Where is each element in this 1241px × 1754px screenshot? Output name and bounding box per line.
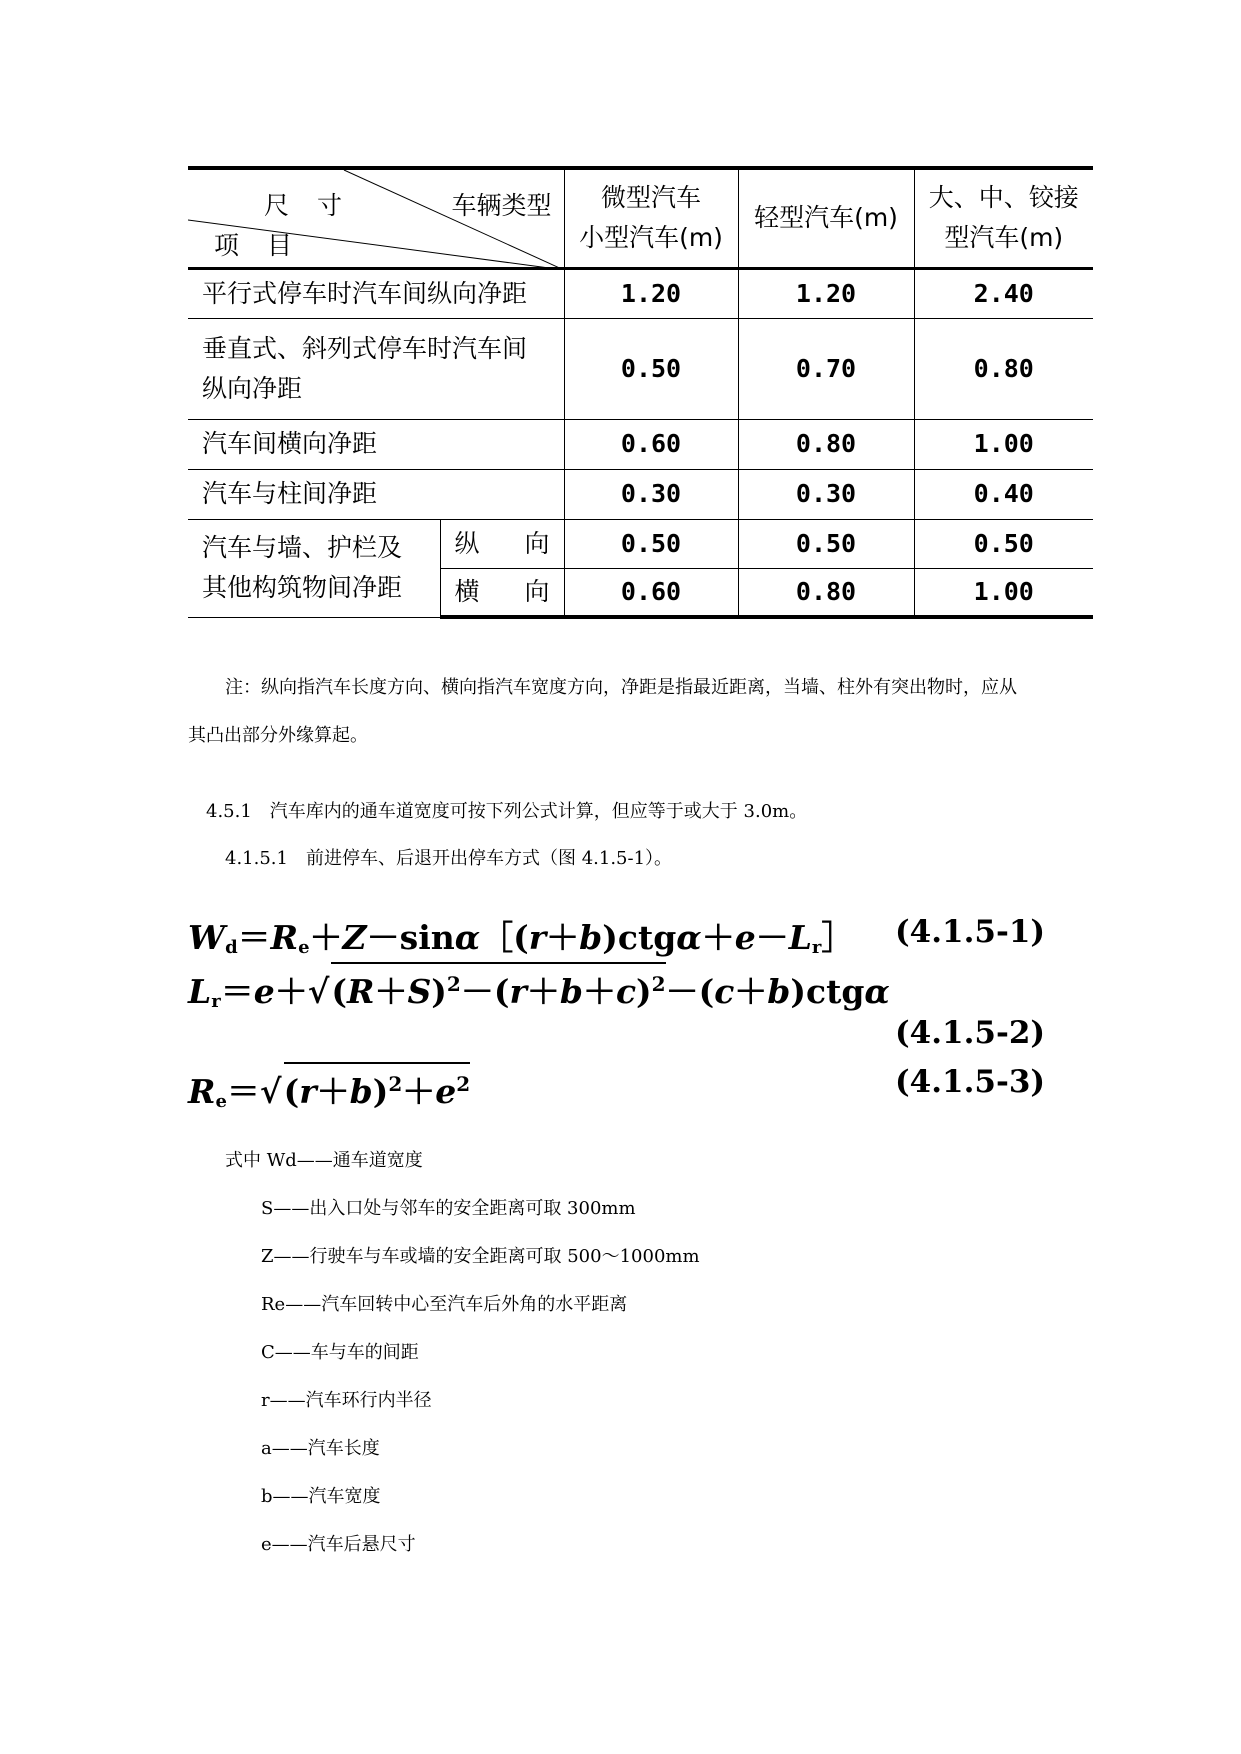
cell-value: 1.00 <box>914 568 1093 617</box>
cell-value: 0.50 <box>914 519 1093 568</box>
sub-label-char: 横 <box>454 576 480 606</box>
equation-number-1: (4.1.5-1) <box>895 914 1046 950</box>
sub-label-char: 向 <box>524 528 550 558</box>
cell-value: 0.80 <box>914 318 1093 419</box>
cell-value: 0.50 <box>564 519 738 568</box>
cell-value: 0.30 <box>564 469 738 519</box>
cell-value: 2.40 <box>914 268 1093 318</box>
cell-value: 0.50 <box>738 519 914 568</box>
cell-value: 0.30 <box>738 469 914 519</box>
cell-value: 0.80 <box>738 568 914 617</box>
cell-value: 0.60 <box>564 568 738 617</box>
cell-value: 0.70 <box>738 318 914 419</box>
row-label: 汽车间横向净距 <box>188 419 564 469</box>
header-col-mini-line2: 小型汽车(m) <box>579 223 723 253</box>
header-size-label: 尺寸 <box>264 191 371 220</box>
legend-item: b——汽车宽度 <box>261 1486 381 1507</box>
cell-value: 1.00 <box>914 419 1093 469</box>
formula-lr: $L_r=e+√(R+S)^2-(r+b+c)^2-(c+b)ctg\alpha$ <box>188 962 890 1013</box>
diagonal-header-cell <box>188 168 564 268</box>
formula-re: $R_e=√(r+b)^2+e^2$ <box>188 1062 470 1113</box>
cell-value: 1.20 <box>738 268 914 318</box>
variable-legend <box>225 1147 700 1579</box>
section-4-1-5-1: 4.1.5.1 前进停车、后退开出停车方式（图 4.1.5-1）。 <box>225 848 673 869</box>
header-col-large <box>914 168 1093 268</box>
legend-item: 式中 Wd——通车道宽度 <box>225 1150 423 1171</box>
sub-label-char: 纵 <box>454 528 480 558</box>
row-label: 汽车与墙、护栏及其他构筑物间净距 <box>188 519 440 617</box>
formula-wd: $W_d=R_e+Z-\sin\alpha[(r+b)ctg\alpha+e-L_r]$ <box>188 918 855 958</box>
legend-item: a——汽车长度 <box>261 1438 380 1459</box>
row-label: 垂直式、斜列式停车时汽车间纵向净距 <box>188 318 564 419</box>
table-row <box>188 519 1093 568</box>
equation-number-2: (4.1.5-2) <box>895 1015 1046 1051</box>
row-label: 平行式停车时汽车间纵向净距 <box>188 268 564 318</box>
header-col-mini <box>564 168 738 268</box>
header-item-label: 项目 <box>214 231 321 260</box>
note-line-2: 其凸出部分外缘算起。 <box>188 725 368 746</box>
header-col-large-line2: 型汽车(m) <box>944 223 1064 253</box>
cell-value: 0.60 <box>564 419 738 469</box>
table-row <box>188 318 1093 419</box>
sub-label-lateral <box>440 568 564 617</box>
header-vehicle-type-label: 车辆类型 <box>451 191 552 220</box>
equation-number-3: (4.1.5-3) <box>895 1064 1046 1100</box>
note-line-1: 注：纵向指汽车长度方向、横向指汽车宽度方向，净距是指最近距离，当墙、柱外有突出物时，应从 <box>225 677 1017 698</box>
table-row <box>188 268 1093 318</box>
header-col-light: 轻型汽车(m) <box>738 168 914 268</box>
legend-item: r——汽车环行内半径 <box>261 1390 432 1411</box>
spacing-table-container <box>188 166 1093 619</box>
cell-value: 0.50 <box>564 318 738 419</box>
cell-value: 1.20 <box>564 268 738 318</box>
section-4-5-1: 4.5.1 汽车库内的通车道宽度可按下列公式计算，但应等于或大于 3.0m。 <box>206 801 808 822</box>
table-row <box>188 469 1093 519</box>
table-row <box>188 419 1093 469</box>
sub-label-char: 向 <box>524 576 550 606</box>
header-col-large-line1: 大、中、铰接 <box>928 183 1079 213</box>
header-col-mini-line1: 微型汽车 <box>600 183 701 213</box>
spacing-table <box>188 166 1093 619</box>
row-label: 汽车与柱间净距 <box>188 469 564 519</box>
legend-item: Z——行驶车与车或墙的安全距离可取 500～1000mm <box>261 1246 700 1267</box>
cell-value: 0.80 <box>738 419 914 469</box>
legend-item: C——车与车的间距 <box>261 1342 419 1363</box>
cell-value: 0.40 <box>914 469 1093 519</box>
legend-item: e——汽车后悬尺寸 <box>261 1534 416 1555</box>
legend-item: S——出入口处与邻车的安全距离可取 300mm <box>261 1198 636 1219</box>
sub-label-longitudinal <box>440 519 564 568</box>
legend-item: Re——汽车回转中心至汽车后外角的水平距离 <box>261 1294 628 1315</box>
